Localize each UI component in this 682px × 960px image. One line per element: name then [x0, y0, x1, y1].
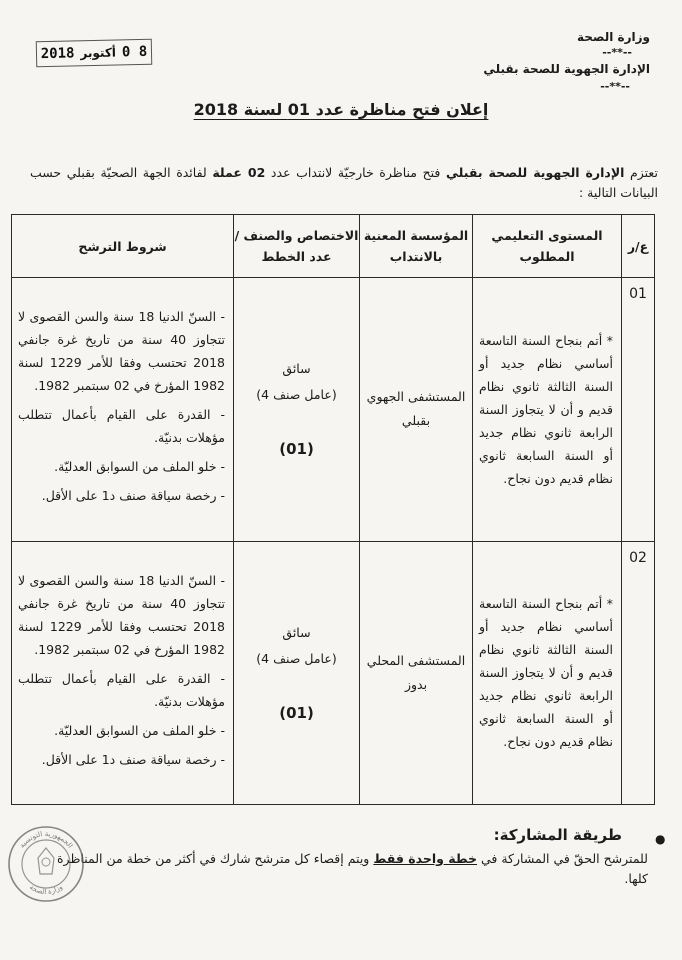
- header-conditions: شروط الترشح: [12, 215, 234, 278]
- conditions-cell: [12, 278, 234, 541]
- condition-item: - رخصة سياقة صنف د1 على الأقل.: [41, 488, 225, 504]
- participation-text: [40, 849, 648, 889]
- condition-item: - السنّ الدنيا 18 سنة والسن القصوى لا تتجاوز 40 سنة من تاريخ غرة جانفي 2018 تحتسب وفقا للأمر 1229 لسنة 1982 المؤرخ في 02 سبتمبر 1982.: [18, 309, 225, 394]
- condition-item: - رخصة سياقة صنف د1 على الأقل.: [41, 751, 225, 767]
- header-institution: المؤسسة المعنية بالانتداب: [360, 215, 473, 278]
- seal-top-text: الجمهورية التونسية: [17, 829, 75, 850]
- header-num: ع/ر: [622, 215, 655, 278]
- header-specialty: الاختصاص والصنف /عدد الخطط: [234, 215, 360, 278]
- participation-text-2: ويتم إقصاء كل مترشح شارك في أكثر من خطة من المناظرة كلها.: [57, 851, 648, 886]
- header-separator-2: --**--: [600, 80, 630, 93]
- date-stamp: [36, 39, 153, 67]
- date-stamp-year: 2018: [40, 45, 75, 63]
- specialty: سائق: [282, 624, 311, 640]
- official-seal-icon: [6, 824, 86, 904]
- table-header-row: [12, 215, 655, 278]
- date-stamp-month: أكتوبر: [80, 45, 117, 61]
- institution: المستشفى المحلي بدوز: [360, 541, 473, 804]
- row-number: 01: [622, 278, 655, 541]
- header-separator: --**--: [602, 46, 632, 59]
- category: (عامل صنف 4): [256, 387, 337, 403]
- category: (عامل صنف 4): [256, 650, 337, 666]
- participation-title: طريقة المشاركة:: [493, 826, 622, 844]
- institution: المستشفى الجهوي بقبلي: [360, 278, 473, 541]
- intro-paragraph: [30, 163, 658, 203]
- specialty-cell: [234, 541, 360, 804]
- conditions-cell: [12, 541, 234, 804]
- header-level: المستوى التعليمي المطلوب: [473, 215, 622, 278]
- positions-count: (01): [279, 703, 314, 722]
- condition-item: - خلو الملف من السوابق العدليّة.: [54, 459, 225, 475]
- date-stamp-day: 0 8: [121, 43, 148, 61]
- condition-item: - القدرة على القيام بأعمال تتطلب مؤهلات بدنيّة.: [18, 670, 225, 709]
- ministry-name: وزارة الصحة: [576, 30, 650, 44]
- table-row: [12, 278, 655, 541]
- condition-item: - السنّ الدنيا 18 سنة والسن القصوى لا تتجاوز 40 سنة من تاريخ غرة جانفي 2018 تحتسب وفقا للأمر 1229 لسنة 1982 المؤرخ في 02 سبتمبر 1982.: [18, 572, 225, 657]
- participation-highlight: خطة واحدة فقط: [373, 851, 478, 866]
- intro-text-1: تعتزم: [624, 165, 658, 180]
- seal-bottom-text: وزارة الصحة: [27, 883, 65, 897]
- specialty-cell: [234, 278, 360, 541]
- positions-table: [11, 214, 655, 805]
- intro-count: 02 عملة: [212, 165, 266, 180]
- bullet-icon: ●: [655, 832, 666, 846]
- education-level: * أتم بنجاح السنة التاسعة أساسي نظام جديد أو السنة الثالثة ثانوي نظام قديم و أن لا يتجاوز السنة الرابعة ثانوي نظام جديد أو السنة السابعة ثانوي نظام قديم دون نجاح.: [473, 278, 622, 541]
- specialty: سائق: [282, 361, 311, 377]
- education-level: * أتم بنجاح السنة التاسعة أساسي نظام جديد أو السنة الثالثة ثانوي نظام قديم و أن لا يتجاوز السنة الرابعة ثانوي نظام جديد أو السنة السابعة ثانوي نظام قديم دون نجاح.: [473, 541, 622, 804]
- intro-text-2: فتح مناظرة خارجيّة لانتداب عدد: [265, 165, 446, 180]
- row-number: 02: [622, 541, 655, 804]
- page-title: إعلان فتح مناظرة عدد 01 لسنة 2018: [193, 100, 489, 119]
- svg-text:وزارة الصحة: [28, 883, 64, 896]
- intro-text-3: لفائدة الجهة الصحيّة بقبلي حسب البيانات التالية :: [30, 165, 658, 200]
- regional-directorate: الإدارة الجهوية للصحة بقبلي: [483, 62, 650, 76]
- condition-item: - خلو الملف من السوابق العدليّة.: [54, 722, 225, 738]
- positions-count: (01): [279, 440, 314, 459]
- condition-item: - القدرة على القيام بأعمال تتطلب مؤهلات بدنيّة.: [18, 407, 225, 446]
- participation-text-1: للمترشح الحقّ في المشاركة في: [477, 851, 648, 866]
- table-row: [12, 541, 655, 804]
- intro-org: الإدارة الجهوية للصحة بقبلي: [446, 165, 625, 180]
